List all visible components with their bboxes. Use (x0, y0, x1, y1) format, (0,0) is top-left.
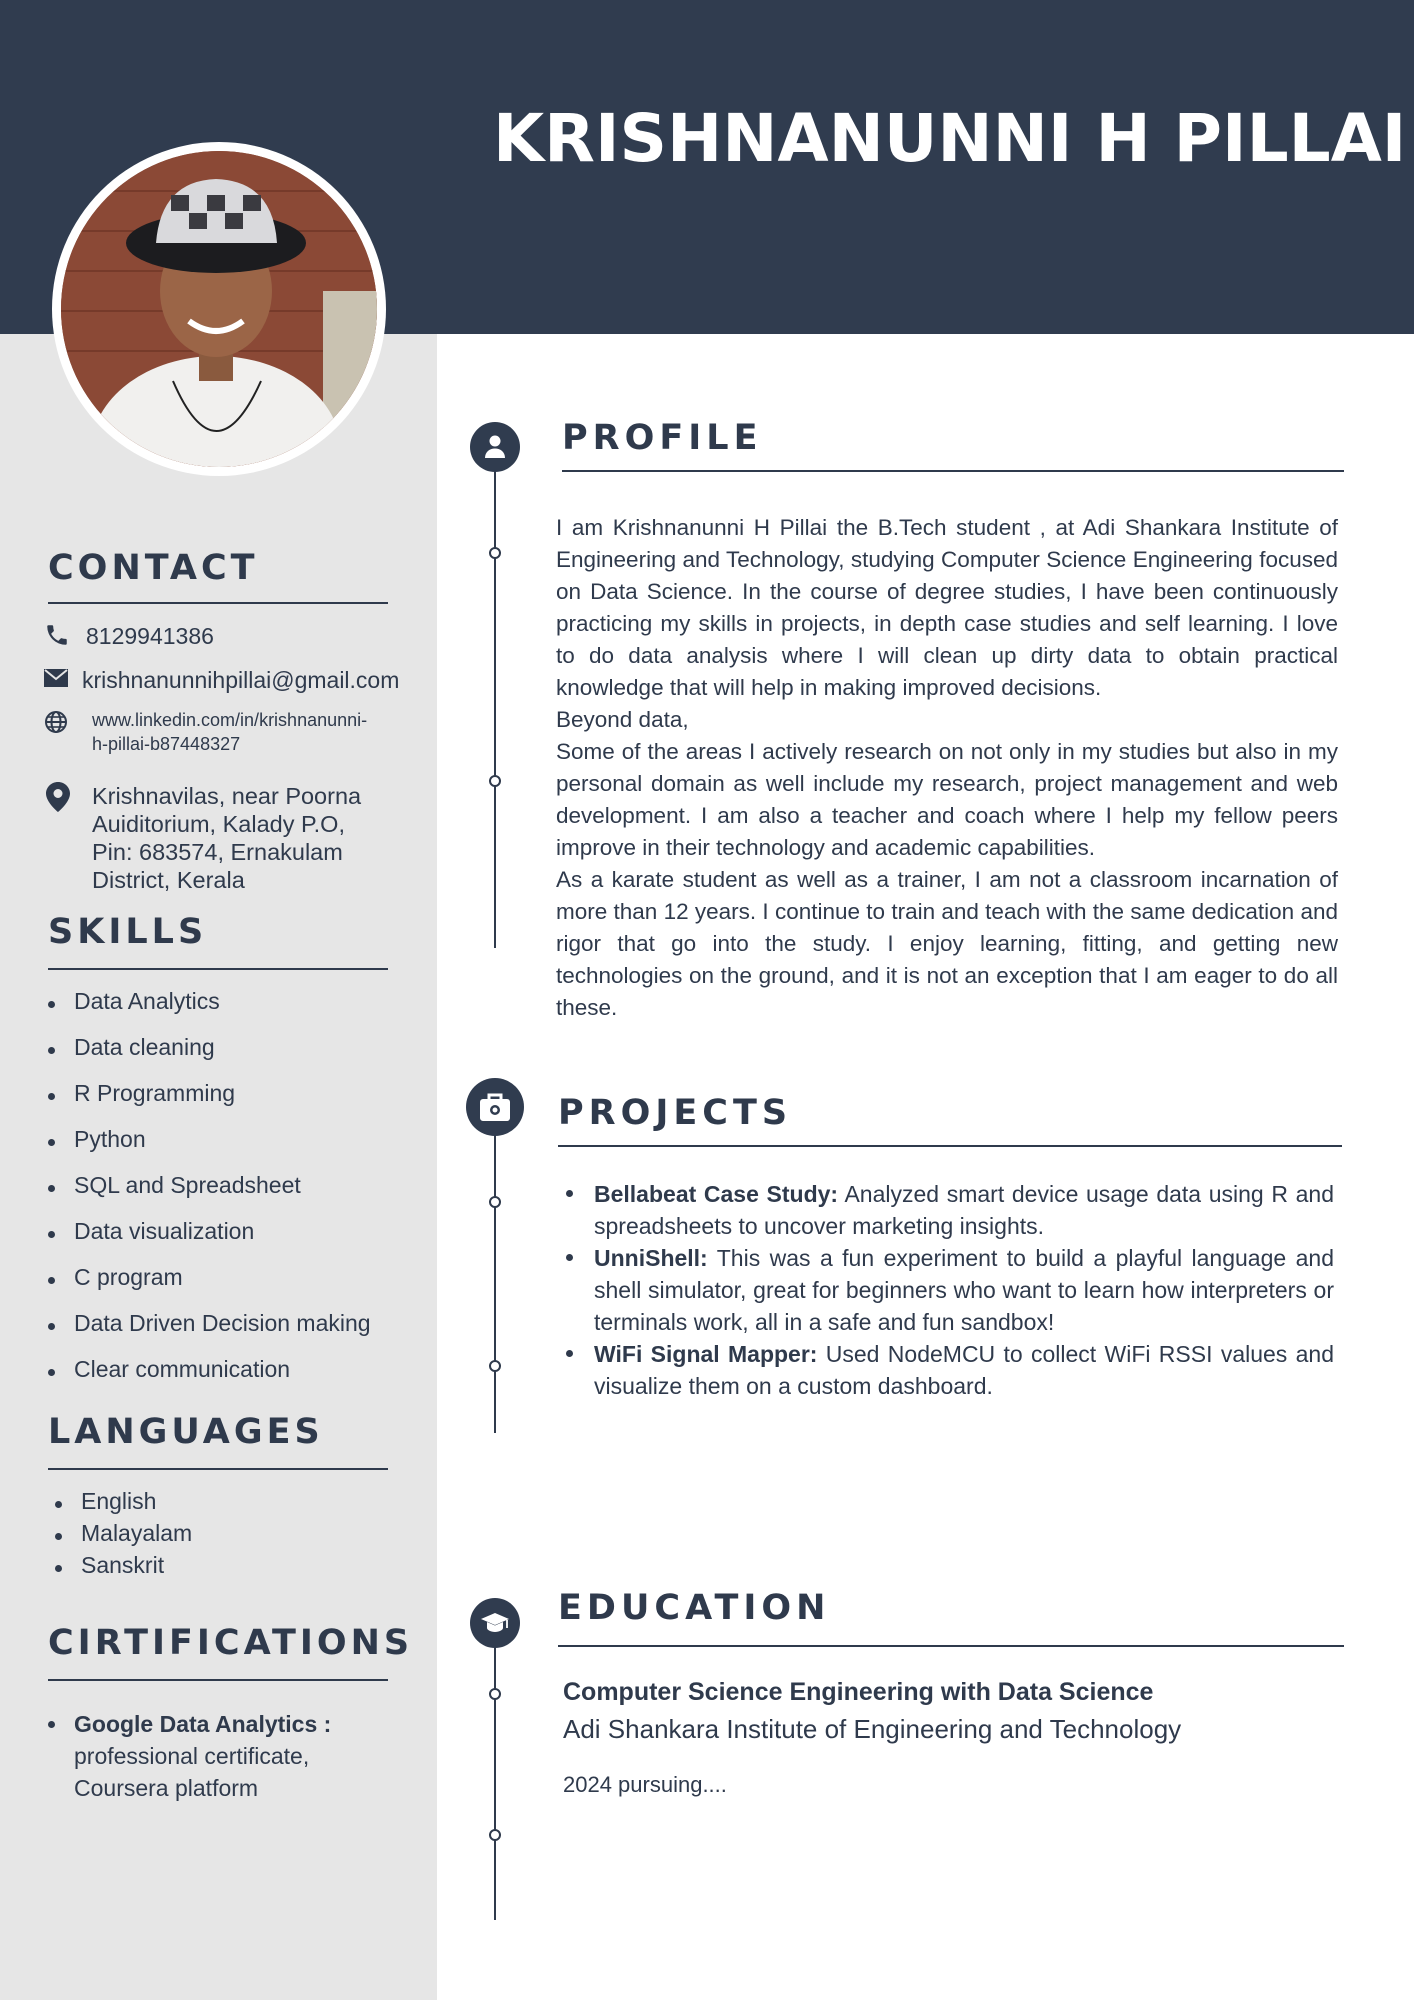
project-description: This was a fun experiment to build a playful language and shell simulator, great for beginners who want to learn how interpreters or terminals work, all in a safe and fun sandbox! (594, 1245, 1334, 1335)
skill-item: Data Driven Decision making (48, 1310, 418, 1356)
linkedin-line-1: www.linkedin.com/in/krishnanunni- (92, 710, 368, 730)
contact-linkedin (44, 708, 367, 756)
address-line-3: Pin: 683574, Ernakulam (92, 839, 343, 865)
profile-paragraph: I am Krishnanunni H Pillai the B.Tech student , at Adi Shankara Institute of Engineering and Technology, studying Computer Science Engineering focused on Data Science. In the course of degree studies, I have been continuously practicing my skills in projects, in depth case studies and self learning. I love to do data analysis where I will clean up dirty data to obtain practical knowledge that will help in making improved decisions. (556, 515, 1338, 700)
portrait-image (61, 151, 377, 467)
skill-item: Data Analytics (48, 988, 418, 1034)
project-item (566, 1338, 1334, 1402)
profile-paragraph: Beyond data, (556, 707, 689, 732)
profile-divider (562, 470, 1344, 472)
contact-phone (44, 622, 214, 652)
profile-photo (52, 142, 386, 476)
languages-heading: LANGUAGES (48, 1412, 324, 1452)
project-title: WiFi Signal Mapper: (594, 1341, 818, 1367)
education-year: 2024 pursuing.... (563, 1772, 727, 1797)
address-text (74, 782, 361, 894)
profile-paragraph: Some of the areas I actively research on not only in my studies but also in my personal domain as well include my research, project management and web development. I am also a teacher and coach where I help my fellow peers improve in their technology and academic capabilities. (556, 739, 1338, 860)
language-item: Sanskrit (55, 1552, 395, 1584)
certification-line-2: Coursera platform (74, 1775, 259, 1801)
project-description: Analyzed smart device usage data using R and spreadsheets to uncover marketing insights. (594, 1181, 1334, 1239)
education-timeline-line (494, 1620, 496, 1920)
person-icon (483, 434, 507, 460)
profile-section-icon (470, 422, 520, 472)
languages-divider (48, 1468, 388, 1470)
certification-title: Google Data Analytics : (74, 1711, 332, 1737)
globe-icon (44, 708, 74, 738)
timeline-dot (489, 547, 501, 559)
language-item: English (55, 1488, 395, 1520)
projects-divider (558, 1145, 1342, 1147)
education-section-icon (470, 1598, 520, 1648)
contact-address (44, 782, 361, 894)
education-degree: Computer Science Engineering with Data Science (563, 1678, 1154, 1706)
skill-item: R Programming (48, 1080, 418, 1126)
project-title: UnniShell: (594, 1245, 708, 1271)
education-school: Adi Shankara Institute of Engineering and Technology (563, 1714, 1182, 1744)
timeline-dot (489, 1360, 501, 1372)
certification-line-1: professional certificate, (74, 1743, 310, 1769)
projects-list (566, 1178, 1334, 1402)
skill-item: SQL and Spreadsheet (48, 1172, 418, 1218)
skill-item: Data visualization (48, 1218, 418, 1264)
projects-timeline-line (494, 1118, 496, 1433)
contact-email (44, 666, 399, 696)
briefcase-icon (478, 1091, 512, 1123)
skill-item: Clear communication (48, 1356, 418, 1402)
timeline-dot (489, 1688, 501, 1700)
education-heading: EDUCATION (558, 1588, 831, 1628)
certifications-heading: CIRTIFICATIONS (48, 1623, 414, 1663)
projects-heading: PROJECTS (558, 1093, 793, 1133)
profile-timeline-line (494, 448, 496, 948)
skills-list (48, 988, 418, 1402)
contact-heading: CONTACT (48, 548, 259, 588)
resume-name: KRISHNANUNNI H PILLAI (493, 100, 1407, 177)
certification-item (48, 1708, 408, 1804)
language-item: Malayalam (55, 1520, 395, 1552)
certifications-list (48, 1708, 408, 1804)
email-link[interactable]: krishnanunnihpillai@gmail.com (82, 667, 400, 693)
profile-summary (556, 512, 1338, 1024)
projects-section-icon (466, 1078, 524, 1136)
contact-divider (48, 602, 388, 604)
graduation-cap-icon (480, 1612, 510, 1634)
project-item (566, 1178, 1334, 1242)
skill-item: Python (48, 1126, 418, 1172)
project-description: Used NodeMCU to collect WiFi RSSI values and visualize them on a custom dashboard. (594, 1341, 1334, 1399)
address-line-4: District, Kerala (92, 867, 245, 893)
profile-paragraph: As a karate student as well as a trainer, I am not a classroom incarnation of more than 12 years. I continue to train and teach with the same dedication and rigor that go into the study. I enjoy learning, fitting, and getting new technologies on the ground, and it is not an exception that I am eager to do all these. (556, 867, 1338, 1020)
education-divider (558, 1645, 1344, 1647)
project-item (566, 1242, 1334, 1338)
timeline-dot (489, 775, 501, 787)
linkedin-line-2: h-pillai-b87448327 (92, 734, 241, 754)
certifications-divider (48, 1679, 388, 1681)
timeline-dot (489, 1196, 501, 1208)
address-line-2: Auiditorium, Kalady P.O, (92, 811, 345, 837)
skill-item: C program (48, 1264, 418, 1310)
linkedin-link[interactable] (74, 708, 367, 756)
skills-heading: SKILLS (48, 912, 208, 952)
skills-divider (48, 968, 388, 970)
profile-heading: PROFILE (562, 418, 763, 458)
timeline-dot (489, 1829, 501, 1841)
address-line-1: Krishnavilas, near Poorna (92, 783, 362, 809)
mail-icon (44, 666, 74, 696)
location-pin-icon (44, 782, 74, 812)
phone-icon (44, 622, 74, 652)
phone-number: 8129941386 (86, 623, 214, 649)
languages-list (55, 1488, 395, 1584)
skill-item: Data cleaning (48, 1034, 418, 1080)
project-title: Bellabeat Case Study: (594, 1181, 839, 1207)
